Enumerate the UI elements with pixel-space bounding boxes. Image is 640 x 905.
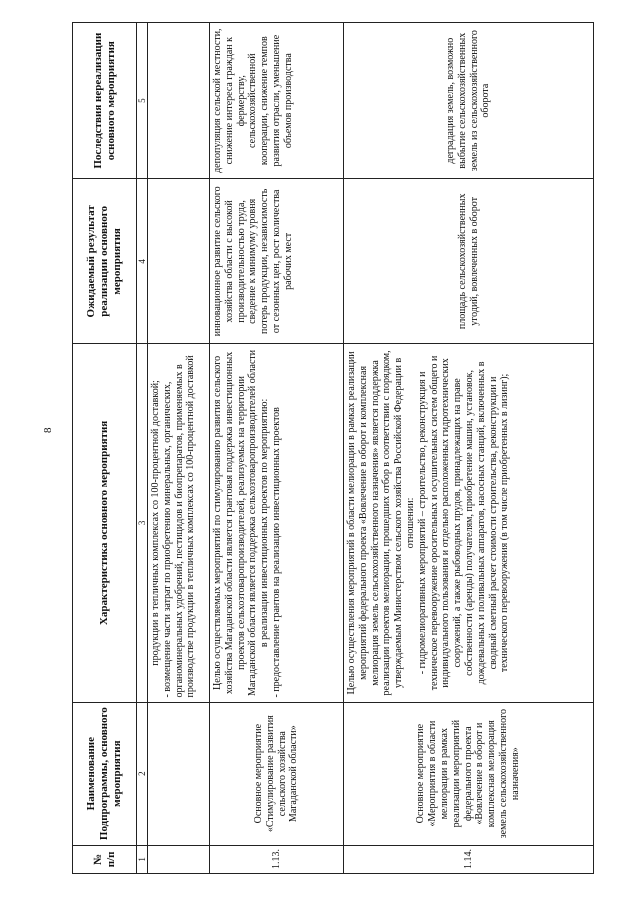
row-consequence: депопуляция сельской местности, снижение интереса граждан к фермерству, сельскохозяйственной кооперации, снижение темпов развития отрасли, уменьшение объемов производства	[210, 23, 344, 179]
header-result: Ожидаемый результат реализации основного мероприятия	[73, 179, 137, 344]
table-row	[344, 23, 594, 874]
description-line: Целью осуществления мероприятий в области мелиорации в рамках реализации мероприятий федерального проекта «Вовлечение в оборот и комплексная мелиорация земель сельскохозяйственного назначения» является поддержка реализации проектов мелиорации, прошедших отбор в соответствии с порядком, утверждаемым Министерством сельского хозяйства Российской Федерации в отношении:	[346, 350, 416, 696]
table-row	[210, 23, 344, 874]
page-number: 8	[42, 427, 54, 433]
column-number-row	[137, 23, 148, 874]
column-number: 2	[137, 702, 148, 845]
header-number: № п/п	[73, 845, 137, 873]
rotated-page	[72, 22, 592, 874]
description-line: - предоставление грантов на реализацию инвестиционных проектов	[270, 407, 282, 698]
row-description	[148, 344, 210, 702]
row-name	[148, 702, 210, 845]
row-description	[210, 344, 344, 702]
row-number: 1.13.	[210, 845, 344, 873]
column-number: 1	[137, 845, 148, 873]
column-number: 3	[137, 344, 148, 702]
row-result	[148, 179, 210, 344]
header-description: Характеристика основного мероприятия	[73, 344, 137, 702]
row-result: площадь сельскохозяйственных угодий, вовлеченных в оборот	[344, 179, 594, 344]
row-result: инновационное развитие сельского хозяйства области с высокой производительностью труда, сведение к минимуму уровня потерь продукции, независимость от сезонных цен, рост количества рабочих мест	[210, 179, 344, 344]
column-number: 4	[137, 179, 148, 344]
row-description	[344, 344, 594, 702]
description-line: - возмещение части затрат по приобретению минеральных, органических, органоминеральных удобрений, пестицидов и биопрепаратов, применяемых в производстве продукции в тепличных комплексах со 100-процентной доставкой	[161, 355, 197, 698]
row-consequence: деградация земель, возможно выбытие сельскохозяйственных земель из сельскохозяйственного оборота	[344, 23, 594, 179]
row-consequence	[148, 23, 210, 179]
table-row	[148, 23, 210, 874]
header-consequence: Последствия нереализации основного мероприятия	[73, 23, 137, 179]
row-number	[148, 845, 210, 873]
description-line: Целью осуществляемых мероприятий по стимулированию развития сельского хозяйства Магаданской области является грантовая поддержка инвестиционных проектов сельхозтоваропроизводителей, реализуемых на территории Магаданской области является поддержка сельхозтоваропроизводителей области в реализации инвестиционных проектов по мероприятию:	[212, 349, 271, 697]
column-number: 5	[137, 23, 148, 179]
header-name: Наименование Подпрограммы, основного мероприятия	[73, 702, 137, 845]
description-line: продукции в тепличных комплексах со 100-процентной доставкой;	[150, 380, 161, 666]
measures-table	[72, 22, 594, 874]
row-number: 1.14.	[344, 845, 594, 873]
row-name: Основное мероприятие «Стимулирование развития сельского хозяйства Магаданской области»	[210, 702, 344, 845]
row-name: Основное мероприятие «Мероприятия в области мелиорации в рамках реализации мероприятий федерального проекта «Вовлечение в оборот и комплексная мелиорация земель сельскохозяйственного назначения»	[344, 702, 594, 845]
description-line: - гидромелиоративных мероприятий – строительство, реконструкция и техническое перевооружение оросительных и осушительных систем общего и индивидуального пользования и отдельно расположенных гидротехнических сооружений, а также рыбоводных прудов, принадлежащих на праве собственности (аренды) получателям, приобретение машин, установок, дождевальных и поливальных аппаратов, насосных станций, включенных в сводный сметный расчет стоимости строительства, реконструкции и технического перевооружения (в том числе приобретенных в лизинг);	[416, 355, 511, 691]
table-header-row	[73, 23, 137, 874]
